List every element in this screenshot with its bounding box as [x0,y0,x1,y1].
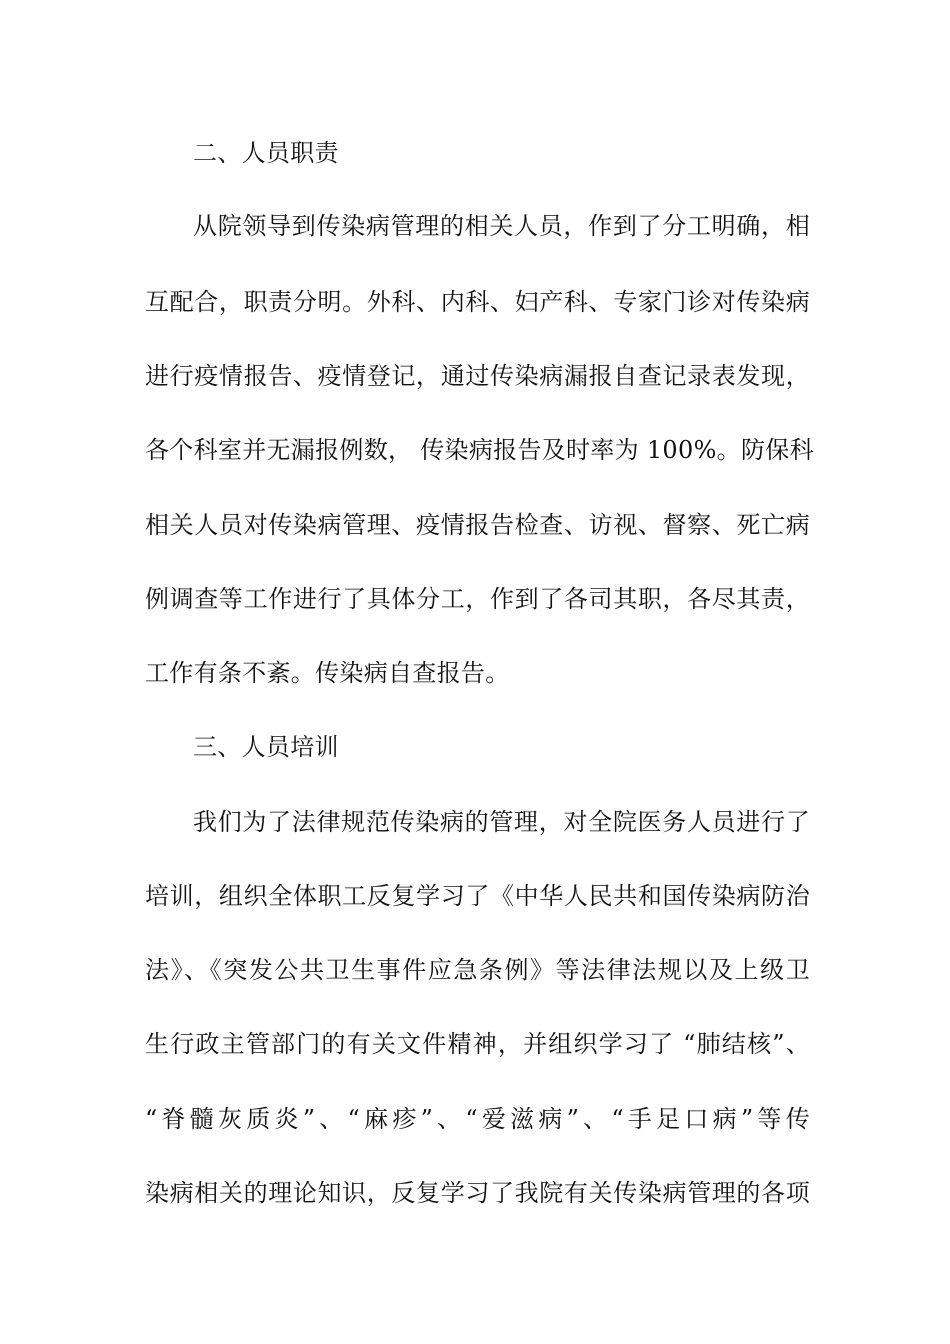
paragraph-line: “脊髓灰质炎”、“麻疹”、“爱滋病”、“手足口病”等传 [145,1105,810,1133]
section-heading-personnel-training: 三、人员培训 [193,733,339,761]
paragraph-line: 互配合，职责分明。外科、内科、妇产科、专家门诊对传染病 [145,288,810,316]
paragraph-line: 我们为了法律规范传染病的管理，对全院医务人员进行了 [193,808,810,836]
paragraph-line: 相关人员对传染病管理、疫情报告检查、访视、督察、死亡病 [145,511,810,539]
section-heading-personnel-duties: 二、人员职责 [193,139,339,167]
paragraph-line: 各个科室并无漏报例数， 传染病报告及时率为 100%。防保科 [145,436,814,464]
paragraph-line: 从院领导到传染病管理的相关人员，作到了分工明确，相 [193,212,810,240]
paragraph-line: 培训，组织全体职工反复学习了《中华人民共和国传染病防治 [145,882,810,910]
paragraph-line: 生行政主管部门的有关文件精神，并组织学习了 “肺结核”、 [145,1030,810,1058]
paragraph-line: 工作有条不紊。传染病自查报告。 [145,659,510,687]
paragraph-line: 进行疫情报告、疫情登记，通过传染病漏报自查记录表发现， [145,362,810,390]
paragraph-line: 法》、《突发公共卫生事件应急条例》等法律法规以及上级卫 [145,956,810,984]
paragraph-line: 例调查等工作进行了具体分工，作到了各司其职，各尽其责， [145,585,810,613]
paragraph-line: 染病相关的理论知识，反复学习了我院有关传染病管理的各项 [145,1179,810,1207]
